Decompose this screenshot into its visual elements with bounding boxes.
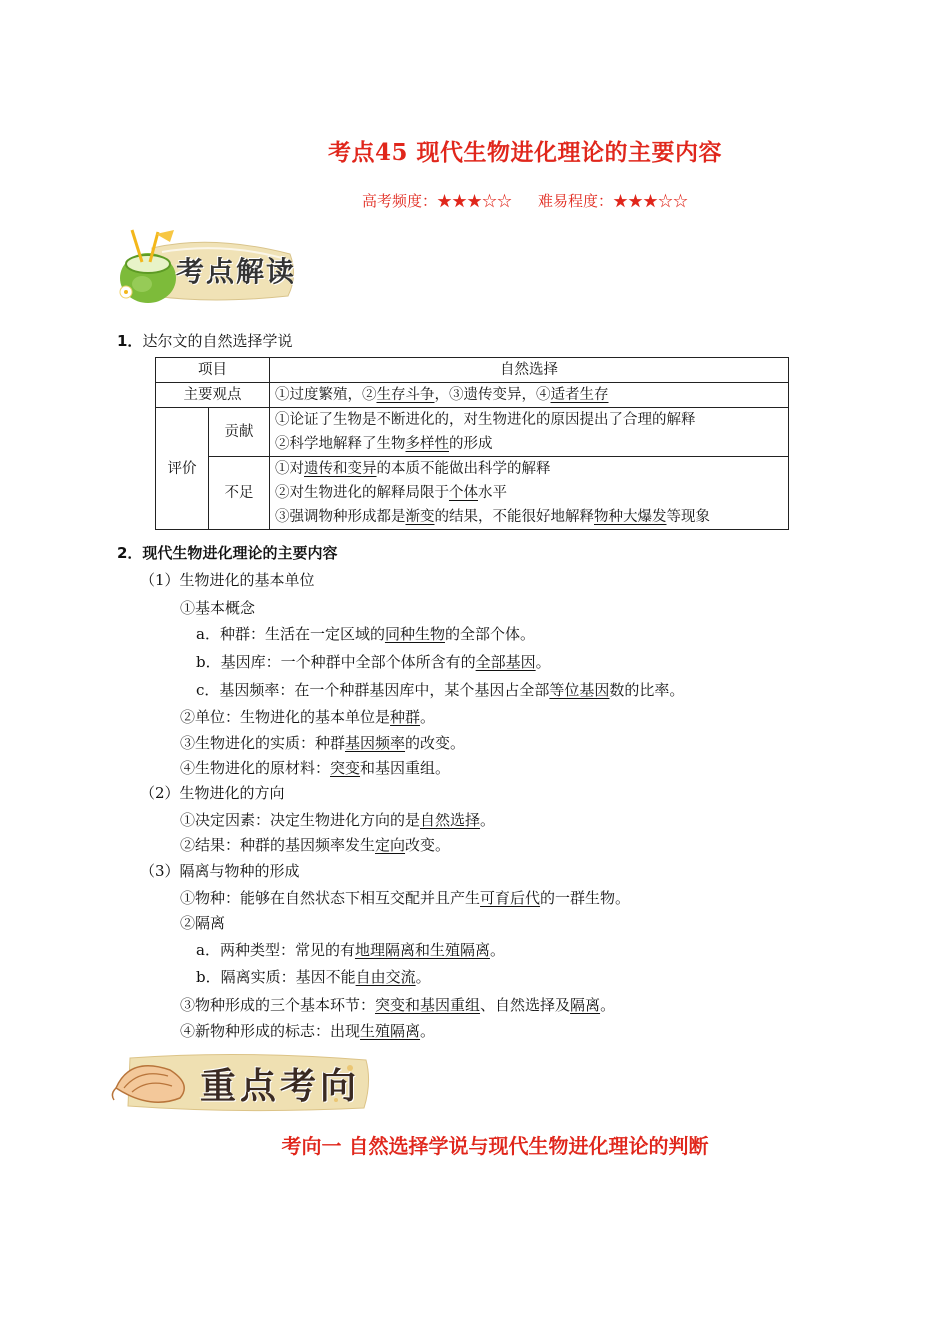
table-contribution-label: 贡献 [209, 408, 270, 457]
direction-1-title: 考向一 自然选择学说与现代生物进化理论的判断 [281, 1134, 709, 1158]
table-shortcoming-content: ①对遗传和变异的本质不能做出科学的解释 ②对生物进化的解释局限于个体水平 ③强调物种形成都是渐变的结果，不能很好地解释物种大爆发等现象 [270, 457, 789, 530]
page-title: 考点45 现代生物进化理论的主要内容 [327, 139, 722, 166]
table-header-item: 项目 [156, 358, 270, 383]
table-row [156, 358, 789, 383]
table-main-content: ①过度繁殖，②生存斗争，③遗传变异，④适者生存 [270, 383, 789, 408]
table-contribution-content: ①论证了生物是不断进化的，对生物进化的原因提出了合理的解释 ②科学地解释了生物多样性的形成 [270, 408, 789, 457]
frequency-stars: ★★★☆☆ [436, 192, 512, 210]
list-item: ④生物进化的原材料：突变和基因重组。 [180, 759, 451, 777]
list-item: b．基因库：一个种群中全部个体所含有的全部基因。 [196, 653, 551, 671]
table-row [156, 383, 789, 408]
list-item: a．两种类型：常见的有地理隔离和生殖隔离。 [196, 941, 505, 959]
list-item: ④新物种形成的标志：出现生殖隔离。 [180, 1022, 436, 1040]
frequency-difficulty-line [0, 190, 950, 211]
difficulty-label: 难易程度： [538, 192, 614, 210]
difficulty-stars: ★★★☆☆ [613, 192, 689, 210]
list-item: b．隔离实质：基因不能自由交流。 [196, 968, 431, 986]
list-item: ①物种：能够在自然状态下相互交配并且产生可育后代的一群生物。 [180, 889, 631, 907]
list-item: ①决定因素：决定生物进化方向的是自然选择。 [180, 811, 496, 829]
list-item: （2）生物进化的方向 [140, 784, 285, 802]
table-eval-label: 评价 [156, 408, 209, 530]
list-item: ②结果：种群的基因频率发生定向改变。 [180, 836, 451, 854]
frequency-label: 高考频度： [361, 192, 437, 210]
section-2-heading: 2．现代生物进化理论的主要内容 [117, 544, 338, 562]
banner-zhongdian-kaoxiang [110, 1048, 372, 1114]
list-item: （3）隔离与物种的形成 [140, 862, 300, 880]
list-item: （1）生物进化的基本单位 [140, 571, 315, 589]
banner-title: 考点解读 [176, 255, 297, 288]
list-item: ③物种形成的三个基本环节：突变和基因重组、自然选择及隔离。 [180, 996, 616, 1014]
section-1-title: 达尔文的自然选择学说 [142, 332, 293, 350]
darwin-theory-table [155, 357, 789, 530]
table-main-label: 主要观点 [156, 383, 270, 408]
table-row [156, 408, 789, 457]
list-item: ③生物进化的实质：种群基因频率的改变。 [180, 734, 466, 752]
list-item: ②隔离 [180, 914, 226, 932]
table-row [156, 457, 789, 530]
banner-title: 重点考向 [200, 1066, 361, 1107]
section-1-heading [117, 331, 292, 351]
table-header-natural-selection: 自然选择 [270, 358, 789, 383]
list-item: ②单位：生物进化的基本单位是种群。 [180, 708, 436, 726]
section-1-number: 1． [117, 332, 143, 350]
list-item: c．基因频率：在一个种群基因库中，某个基因占全部等位基因数的比率。 [196, 681, 685, 699]
list-item: a．种群：生活在一定区域的同种生物的全部个体。 [196, 625, 535, 643]
table-shortcoming-label: 不足 [209, 457, 270, 530]
list-item: ①基本概念 [180, 599, 256, 617]
banner-kaodian-jiedu [112, 226, 302, 308]
